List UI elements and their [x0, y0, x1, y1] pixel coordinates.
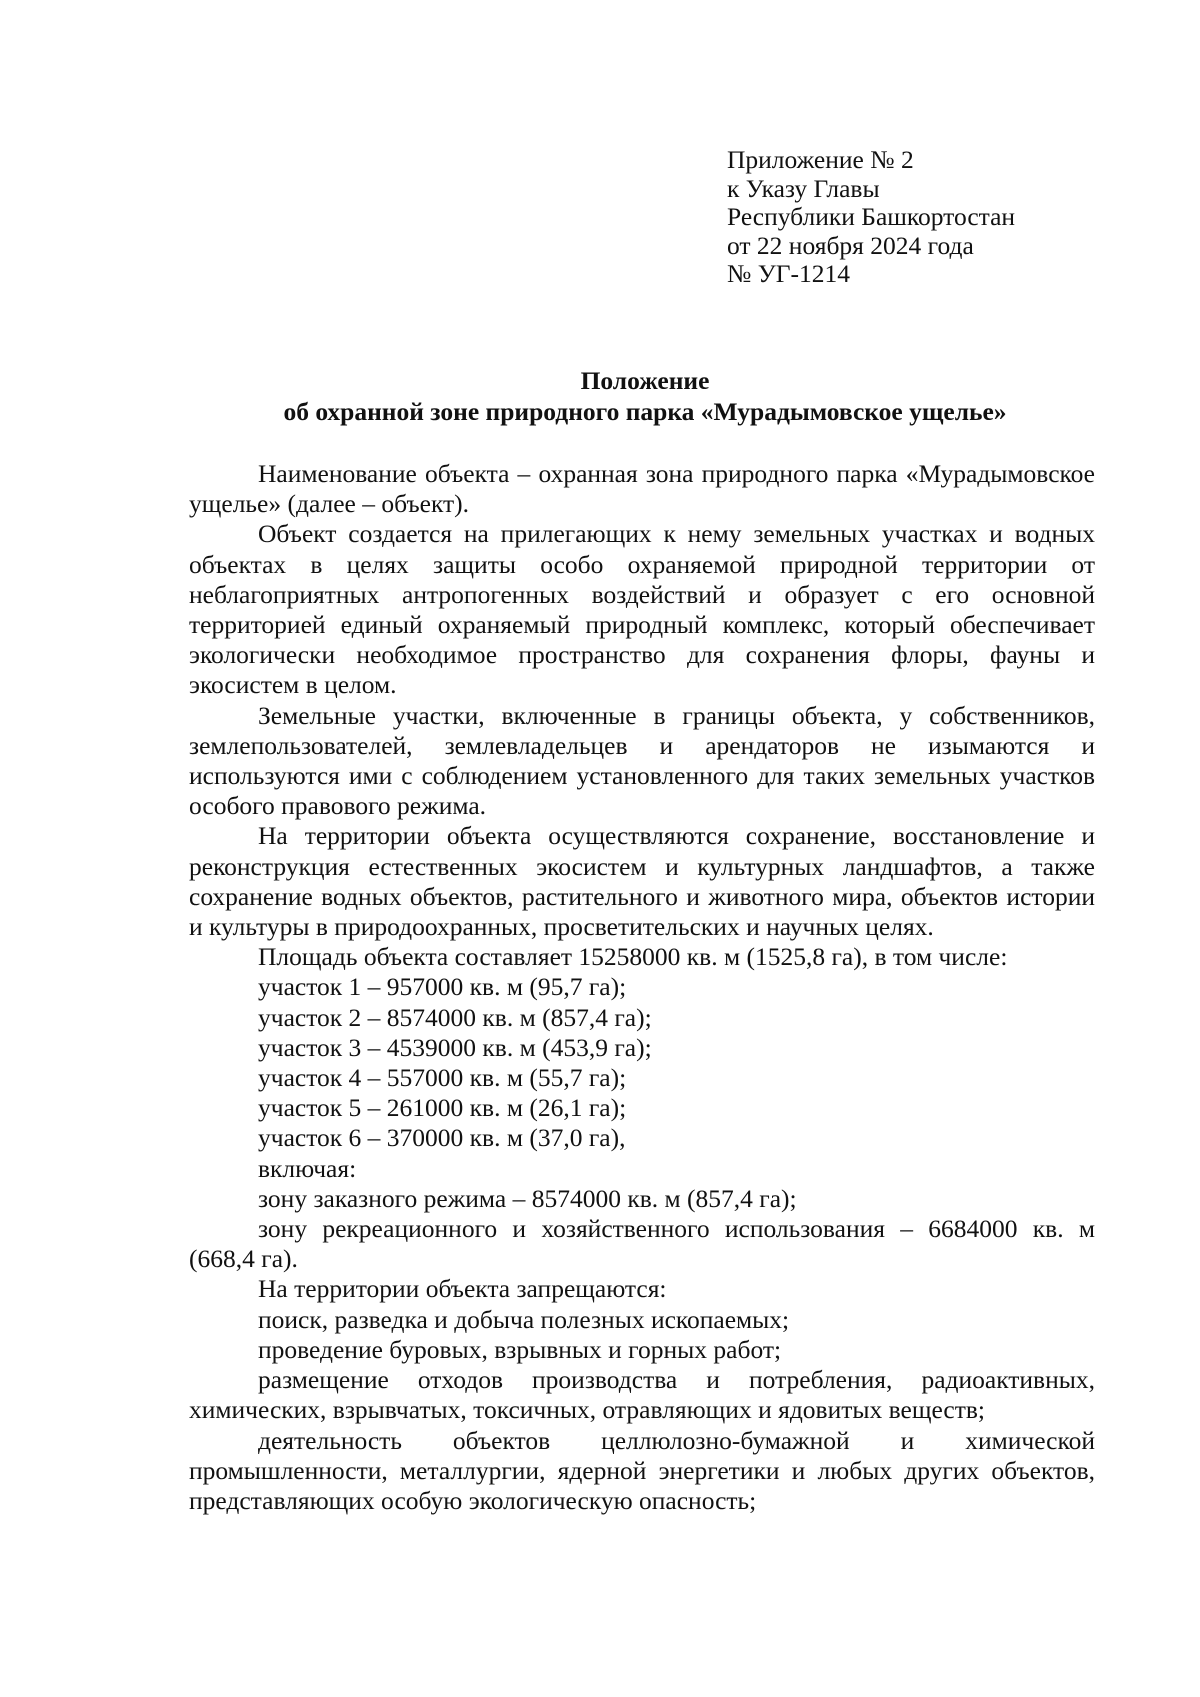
appendix-line: к Указу Главы: [727, 173, 880, 203]
list-item: деятельность объектов целлюлозно-бумажной и химической промышленности, металлургии, ядерной энергетики и любых других объектов, представляющих особую экологическую опасность;: [189, 1425, 1095, 1515]
list-item: участок 2 – 8574000 кв. м (857,4 га);: [258, 1002, 652, 1032]
appendix-line: от 22 ноября 2024 года: [727, 230, 974, 260]
list-item: участок 6 – 370000 кв. м (37,0 га),: [258, 1123, 626, 1153]
list-item: поиск, разведка и добыча полезных ископаемых;: [258, 1304, 790, 1334]
list-item: участок 3 – 4539000 кв. м (453,9 га);: [258, 1032, 652, 1062]
list-item: участок 4 – 557000 кв. м (55,7 га);: [258, 1063, 627, 1093]
list-item: зону заказного режима – 8574000 кв. м (857,4 га);: [258, 1183, 797, 1213]
paragraph: Объект создается на прилегающих к нему земельных участках и водных объектах в целях защиты особо охраняемой природной территории от неблагоприятных антропогенных воздействий и образует с его основной территорией единый охраняемый природный комплекс, который обеспечивает экологически необходимое пространство для сохранения флоры, фауны и экосистем в целом.: [189, 519, 1095, 700]
paragraph: Наименование объекта – охранная зона природного парка «Мурадымовское ущелье» (далее – объект).: [189, 459, 1095, 519]
paragraph: На территории объекта осуществляются сохранение, восстановление и реконструкция естественных экосистем и культурных ландшафтов, а также сохранение водных объектов, растительного и животного мира, объектов истории и культуры в природоохранных, просветительских и научных целях.: [189, 821, 1095, 942]
list-item: зону рекреационного и хозяйственного использования – 6684000 кв. м (668,4 га).: [189, 1214, 1095, 1274]
document-title: Положение: [580, 366, 710, 395]
paragraph: Земельные участки, включенные в границы объекта, у собственников, землепользователей, землевладельцев и арендаторов не изымаются и используются ими с соблюдением установленного для таких земельных участков особого правового режима.: [189, 700, 1095, 821]
appendix-line: Республики Башкортостан: [727, 202, 1016, 231]
list-item: проведение буровых, взрывных и горных работ;: [258, 1334, 782, 1364]
appendix-line: Приложение № 2: [727, 145, 914, 174]
list-item: участок 1 – 957000 кв. м (95,7 га);: [258, 972, 627, 1002]
appendix-reference: [727, 146, 1015, 289]
list-item: размещение отходов производства и потребления, радиоактивных, химических, взрывчатых, токсичных, отравляющих и ядовитых веществ;: [189, 1365, 1095, 1425]
appendix-line: № УГ-1214: [727, 259, 850, 288]
document-subtitle: об охранной зоне природного парка «Мурадымовское ущелье»: [283, 397, 1007, 426]
list-item: участок 5 – 261000 кв. м (26,1 га);: [258, 1093, 627, 1123]
document-body: [189, 459, 1095, 1516]
list-item: включая:: [258, 1153, 357, 1183]
paragraph: Площадь объекта составляет 15258000 кв. м (1525,8 га), в том числе:: [258, 942, 1008, 972]
paragraph: На территории объекта запрещаются:: [258, 1274, 667, 1304]
